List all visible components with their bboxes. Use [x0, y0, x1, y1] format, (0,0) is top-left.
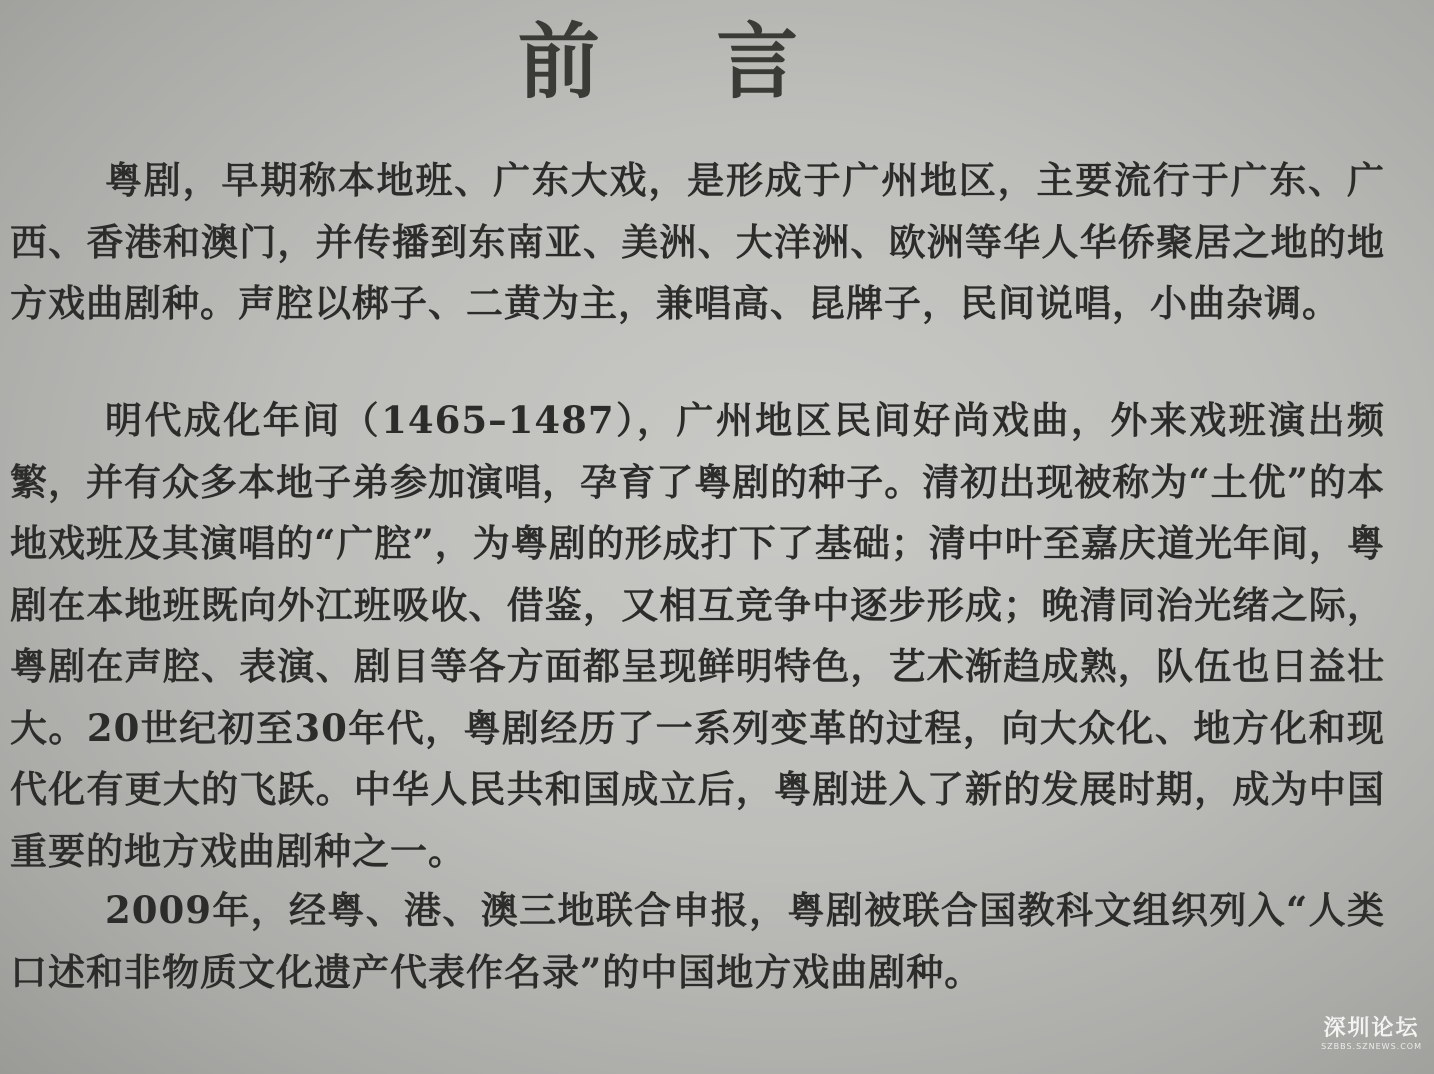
paragraph-intro: 粤剧，早期称本地班、广东大戏，是形成于广州地区，主要流行于广东、广西、香港和澳门，并传播到东南亚、美洲、大洋洲、欧洲等华人华侨聚居之地的地方戏曲剧种。声腔以梆子、二黄为主，兼唱高、昆牌子，民间说唱，小曲杂调。 — [10, 158, 1385, 325]
watermark-url: SZBBS.SZNEWS.COM — [1321, 1042, 1422, 1051]
paragraph-unesco: 2009年，经粤、港、澳三地联合申报，粤剧被联合国教科文组织列入“人类口述和非物质文化遗产代表作名录”的中国地方戏曲剧种。 — [10, 888, 1385, 994]
paragraph-history: 明代成化年间（1465–1487），广州地区民间好尚戏曲，外来戏班演出频繁，并有众多本地子弟参加演唱，孕育了粤剧的种子。清初出现被称为“土优”的本地戏班及其演唱的“广腔”，为粤剧的形成打下了基础；清中叶至嘉庆道光年间，粤剧在本地班既向外江班吸收、借鉴，又相互竞争中逐步形成；晚清同治光绪之际，粤剧在声腔、表演、剧目等各方面都呈现鲜明特色，艺术渐趋成熟，队伍也日益壮大。20世纪初至30年代，粤剧经历了一系列变革的过程，向大众化、地方化和现代化有更大的飞跃。中华人民共和国成立后，粤剧进入了新的发展时期，成为中国重要的地方戏曲剧种之一。 — [10, 398, 1385, 873]
watermark-name: 深圳论坛 — [1323, 1016, 1420, 1041]
page-title: 前 言 — [517, 14, 843, 110]
watermark-logo — [1321, 1016, 1422, 1052]
